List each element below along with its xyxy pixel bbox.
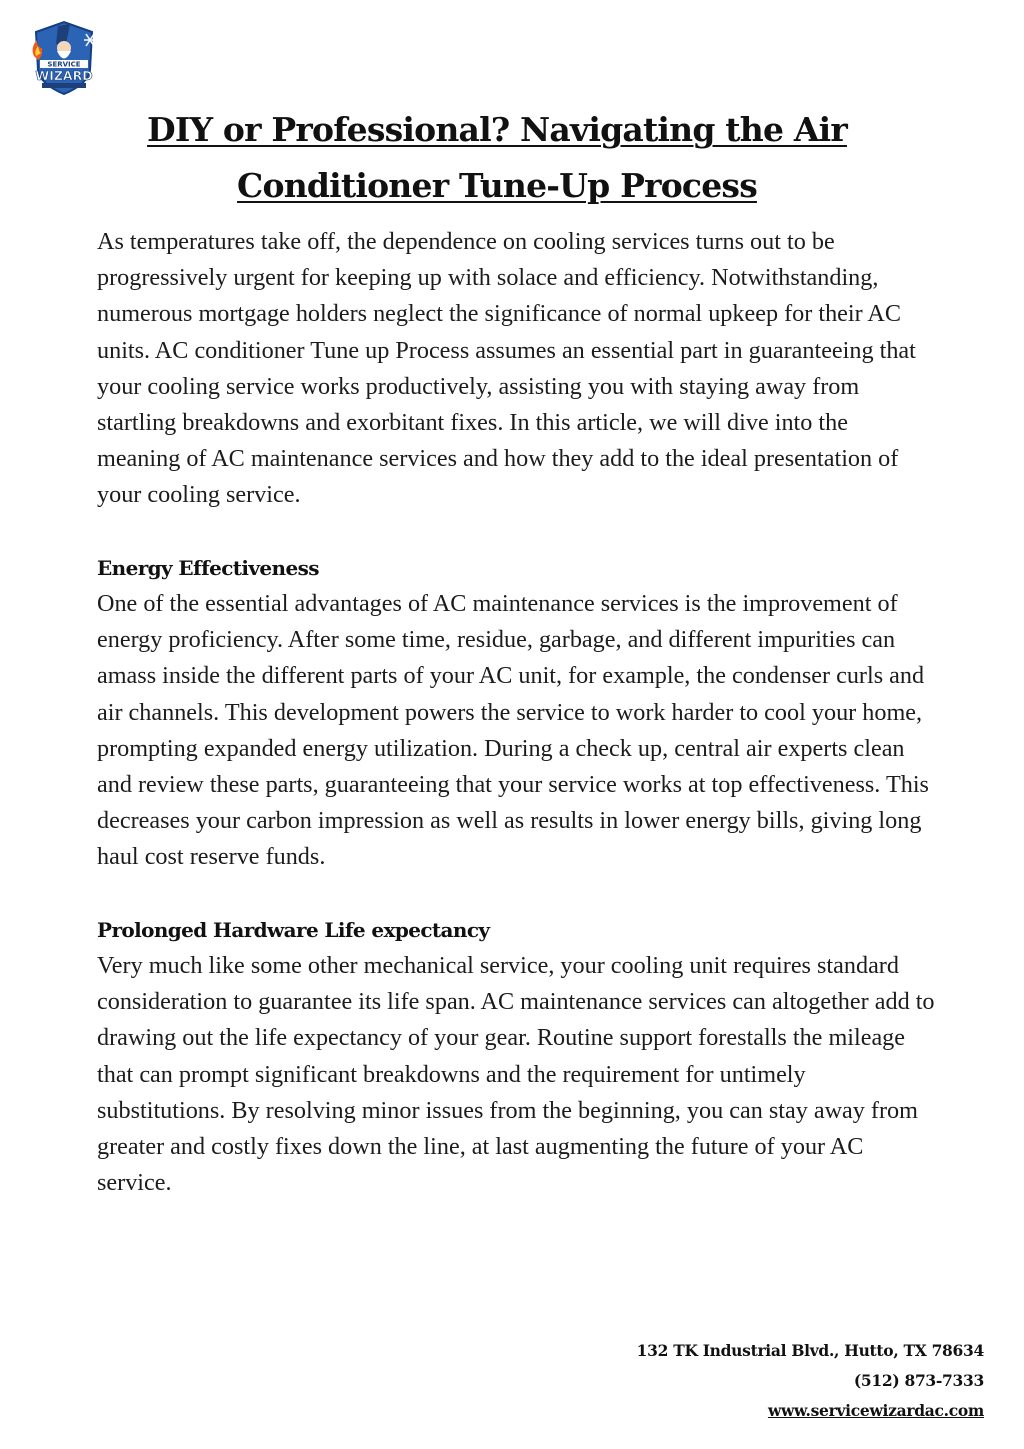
logo-top-text: SERVICE	[47, 60, 81, 69]
section-heading-hardware: Prolonged Hardware Life expectancy	[97, 917, 490, 942]
footer-website-link[interactable]: www.servicewizardac.com	[767, 1401, 984, 1420]
contact-footer	[637, 1336, 984, 1426]
section-body-energy: One of the essential advantages of AC maintenance services is the improvement of energy proficiency. After some time, residue, garbage, and different impurities can amass inside the different parts of your AC unit, for example, the condenser curls and air channels. This development powers the service to work harder to cool your home, prompting expanded energy utilization. During a check up, central air experts clean and review these parts, guaranteeing that your service works at top effectiveness. This decreases your carbon impression as well as results in lower energy bills, giving long haul cost reserve funds.	[97, 590, 929, 871]
logo-main-text: WIZARD	[35, 68, 93, 83]
service-wizard-logo	[28, 18, 100, 98]
footer-phone: (512) 873-7333	[853, 1371, 984, 1390]
intro-paragraph: As temperatures take off, the dependence on cooling services turns out to be progressively urgent for keeping up with solace and efficiency. Notwithstanding, numerous mortgage holders neglect the significance of normal upkeep for their AC units. AC conditioner Tune up Process assumes an essential part in guaranteeing that your cooling service works productively, assisting you with staying away from startling breakdowns and exorbitant fixes. In this article, we will dive into the meaning of AC maintenance services and how they add to the ideal presentation of your cooling service.	[97, 228, 916, 509]
article-body	[97, 224, 937, 1201]
section-heading-energy: Energy Effectiveness	[97, 555, 319, 580]
section-body-hardware: Very much like some other mechanical service, your cooling unit requires standard consideration to guarantee its life span. AC maintenance services can altogether add to drawing out the life expectancy of your gear. Routine support forestalls the mileage that can prompt significant breakdowns and the requirement for untimely substitutions. By resolving minor issues from the beginning, you can stay away from greater and costly fixes down the line, at last augmenting the future of your AC service.	[97, 952, 935, 1197]
article-title: DIY or Professional? Navigating the Air Conditioner Tune-Up Process	[147, 110, 847, 205]
footer-address: 132 TK Industrial Blvd., Hutto, TX 78634	[636, 1341, 984, 1360]
